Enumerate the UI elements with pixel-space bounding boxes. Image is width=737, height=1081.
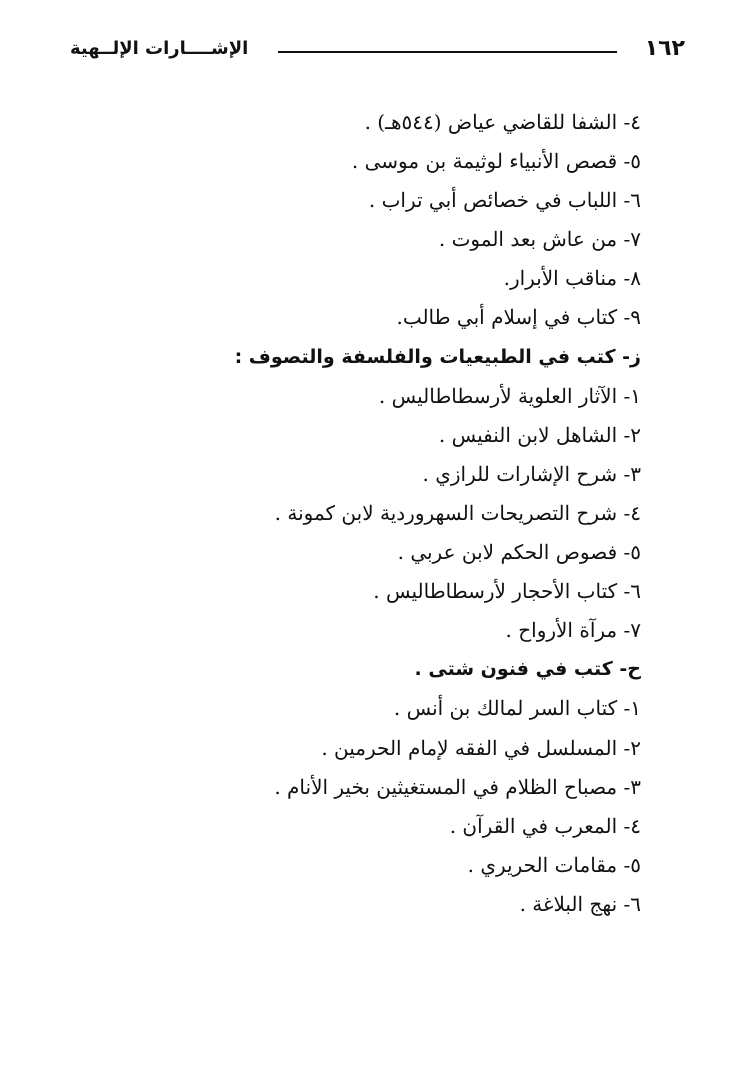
list-item: ٧- من عاش بعد الموت . [438,227,641,252]
list-item: ٤- الشفا للقاضي عياض (٥٤٤هـ) . [364,110,641,134]
list-item: ١- الآثار العلوية لأرسطاطاليس . [378,383,641,408]
list-item: ٨- مناقب الأبرار. [503,266,641,291]
page-header [70,28,685,68]
list-item: ٦- نهج البلاغة . [519,891,641,916]
list-item: ٣- مصباح الظلام في المستغيثين بخير الأنام . [274,774,641,799]
list-item: ٥- مقامات الحريري . [467,852,641,877]
list-item: ٥- فصوص الحكم لابن عربي . [397,540,641,565]
list-item: ٢- المسلسل في الفقه لإمام الحرمين . [321,735,641,760]
section-heading: ح- كتب في فنون شتى . [414,658,641,681]
list-item: ١- كتاب السر لمالك بن أنس . [393,696,641,721]
page-number: ١٦٢ [644,35,685,61]
list-item: ٤- المعرب في القرآن . [449,813,641,838]
list-item: ٩- كتاب في إسلام أبي طالب. [396,305,641,330]
list-item: ٢- الشاهل لابن النفيس . [438,422,641,447]
list-item: ٣- شرح الإشارات للرازي . [422,461,641,486]
list-item: ٦- اللباب في خصائص أبي تراب . [368,188,641,213]
list-item: ٧- مرآة الأرواح . [505,618,641,643]
list-item: ٤- شرح التصريحات السهروردية لابن كمونة . [274,500,641,525]
header-rule [278,51,616,53]
list-item: ٥- قصص الأنبياء لوثيمة بن موسى . [351,149,641,174]
section-heading: ز- كتب في الطبيعيات والفلسفة والتصوف : [234,345,641,368]
book-list [81,103,641,924]
running-title: الإشــــارات الإلــهية [70,37,249,59]
list-item: ٦- كتاب الأحجار لأرسطاطاليس . [373,579,641,604]
